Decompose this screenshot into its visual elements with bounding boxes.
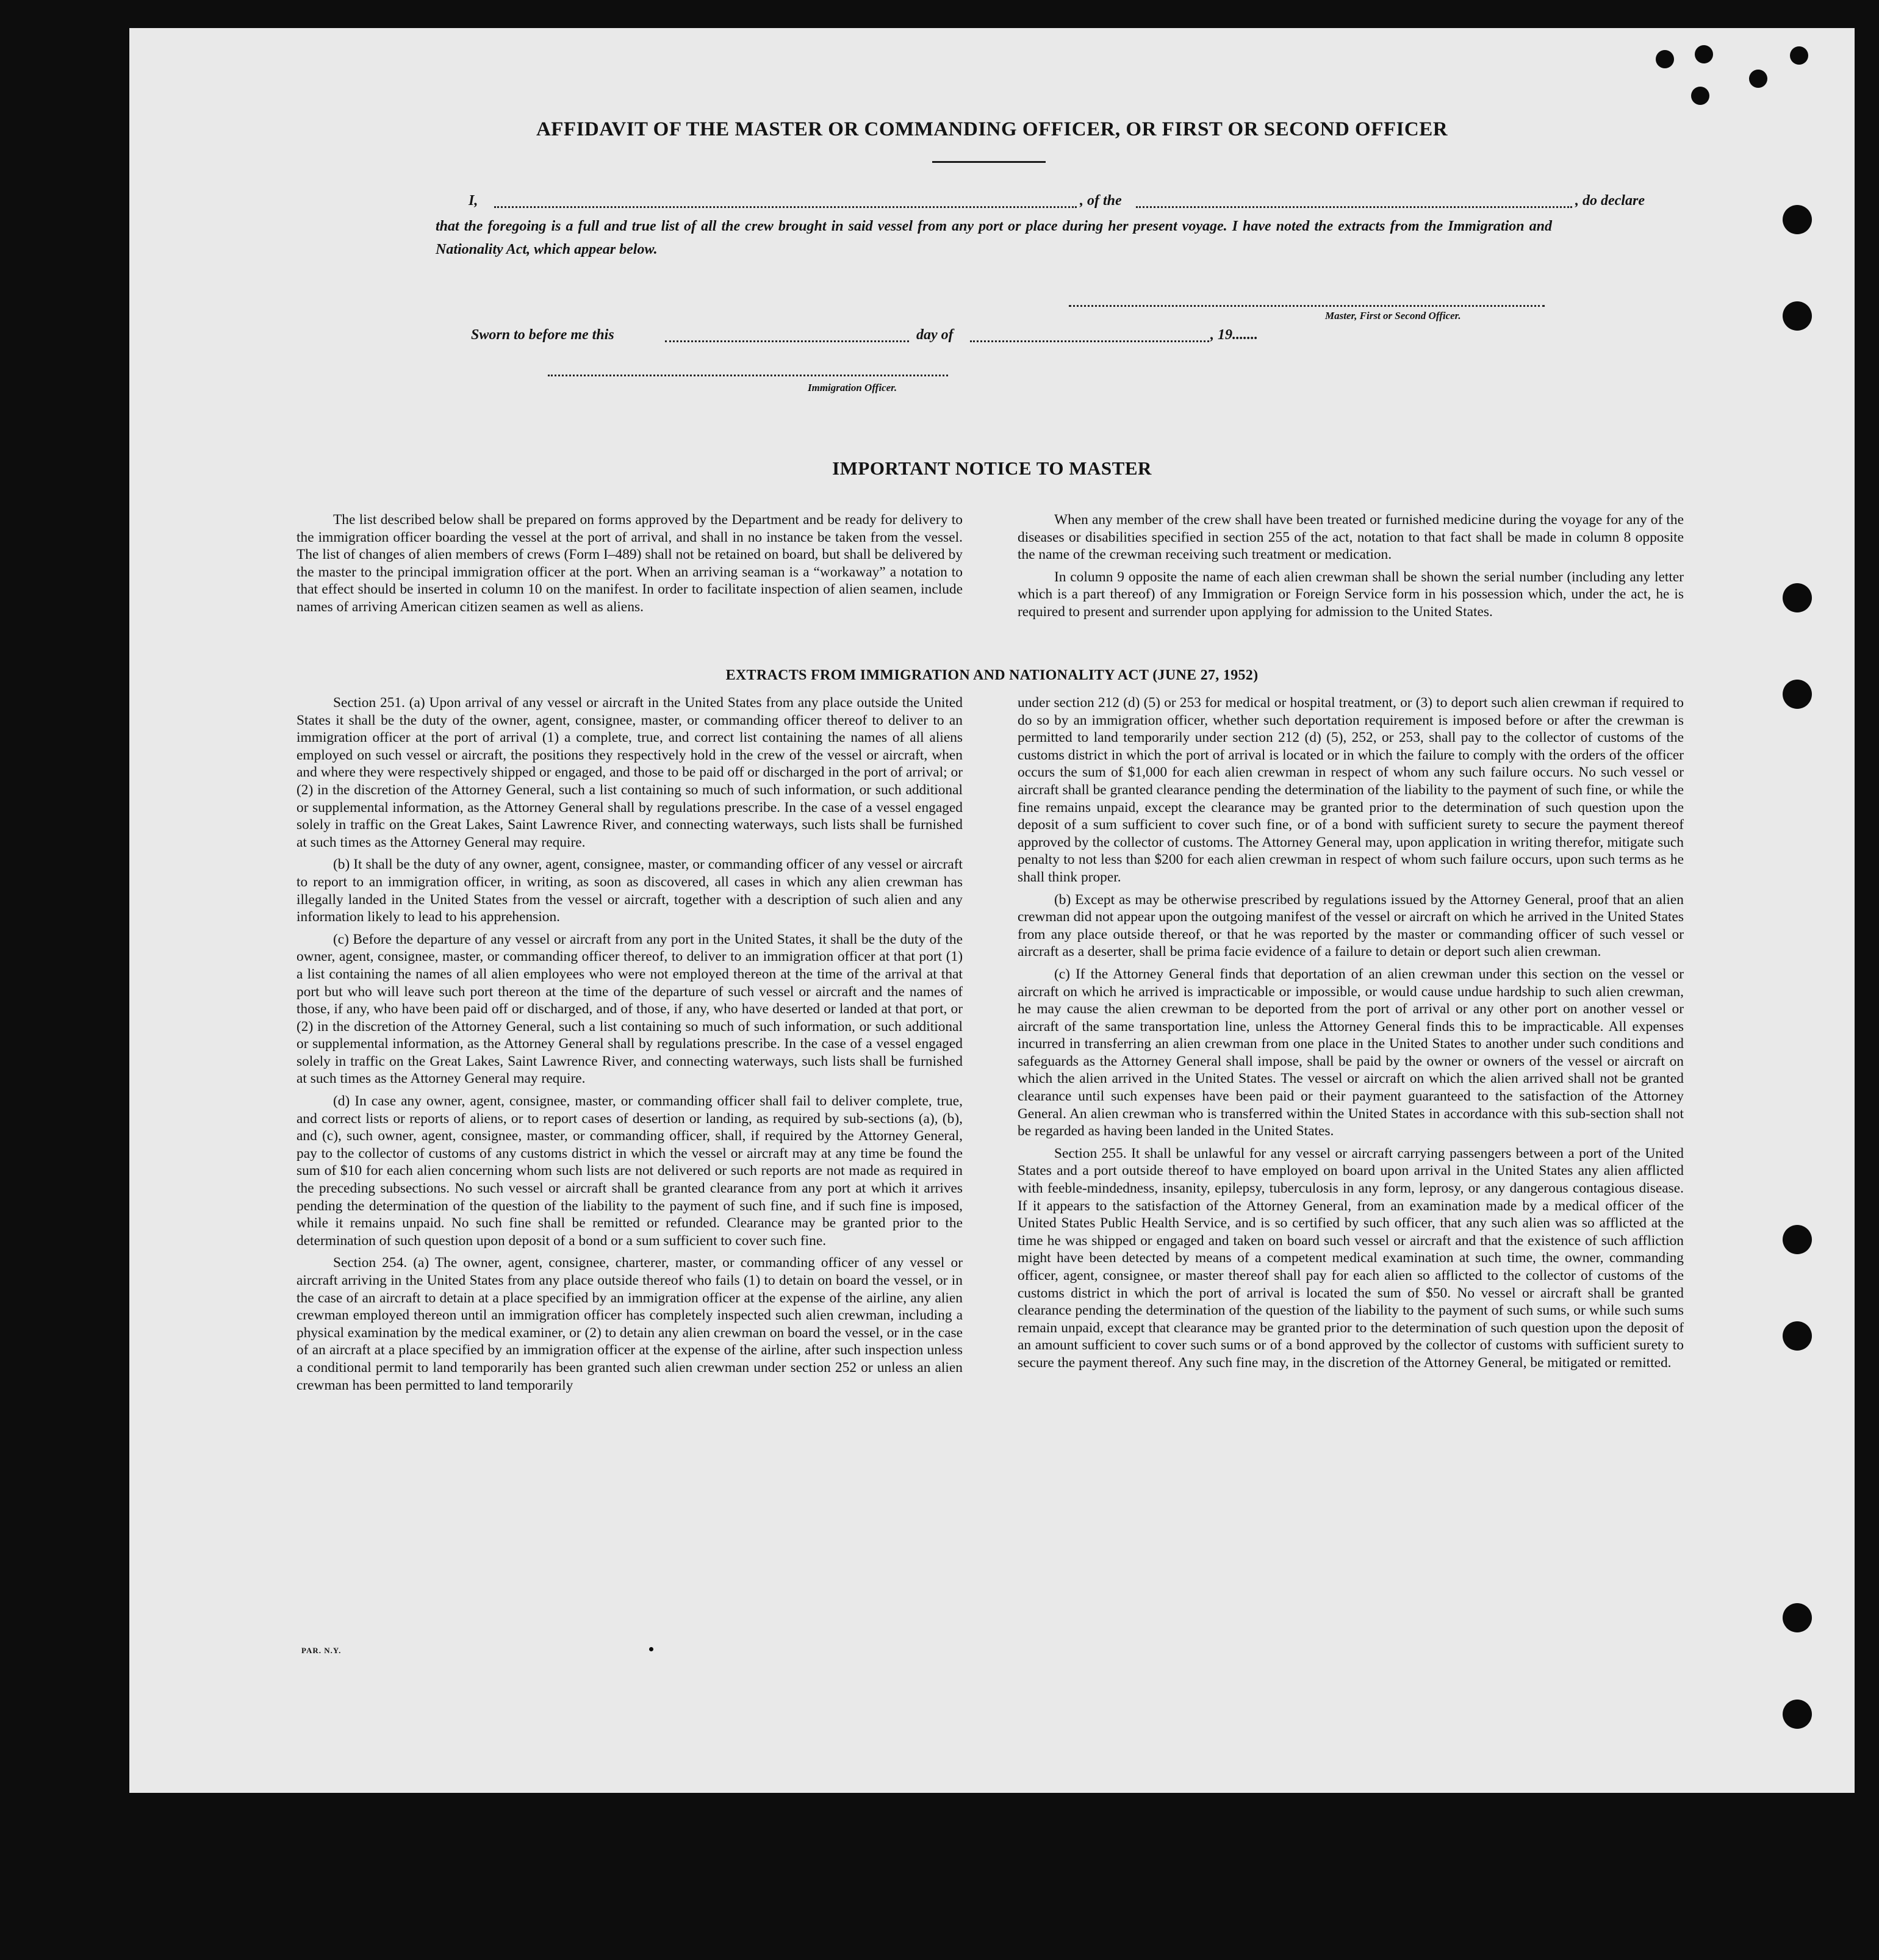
- sworn-day-field[interactable]: [665, 340, 909, 342]
- sworn-day-of-label: day of: [916, 327, 954, 343]
- notice-right-column: [1018, 511, 1684, 626]
- extract-paragraph: Section 254. (a) The owner, agent, consignee, charterer, master, or commanding officer of any vessel or aircraft arriving in the United States from any place outside thereof who fails (1) to detain on board the vessel, or in the case of an aircraft to detain at a place specified by an immigration officer at the expense of the airline, any alien crewman employed thereon until an immigration officer has completely inspected such alien crewman, including a physical examination by the medical examiner, or (2) to detain any alien crewman on board the vessel, or in the case of an aircraft at a place specified by an immigration officer at the expense of the airline, after such inspection unless a conditional permit to land temporarily has been granted such alien crewman under section 252 or unless an alien crewman has been permitted to land temporarily: [296, 1255, 963, 1393]
- binder-hole: [1749, 70, 1767, 88]
- sworn-year-label: , 19.......: [1210, 327, 1258, 343]
- declarant-name-field[interactable]: [494, 206, 1077, 208]
- binder-hole: [1783, 680, 1812, 709]
- declaration-of-the-label: , of the: [1080, 193, 1122, 209]
- extract-paragraph: Section 255. It shall be unlawful for any vessel or aircraft carrying passengers between a port of the United States and a port outside thereof to have employed on board upon arrival in the United States any alien afflicted with feeble-mindedness, insanity, epilepsy, tuberculosis in any form, leprosy, or any dangerous contagious disease. If it appears to the satisfaction of the Attorney General, from an examination made by a medical officer of the United States Public Health Service, and is so certified by such officer, that any such alien was so afflicted at the time he was shipped or engaged and taken on board such vessel or aircraft and that the existence of such affliction might have been detected by means of a competent medical examination at such time, the owner, commanding officer, agent, consignee, or master thereof shall pay for each alien so afflicted to the collector of customs of the customs district in which the port of arrival is located the sum of $50. No vessel or aircraft shall be granted clearance pending the determination of the question of the liability to the payment of such sums, or while such sums remain unpaid, except that clearance may be granted prior to the determination of such question upon the deposit of an amount sufficient to cover such sums or of a bond approved by the collector of customs with sufficient surety to secure the payment thereof. Any such fine may, in the discretion of the Attorney General, be mitigated or remitted.: [1018, 1145, 1684, 1371]
- notice-paragraph: In column 9 opposite the name of each alien crewman shall be shown the serial number (including any letter which is a part thereof) of any Immigration or Foreign Service form in his possession which, under the act, he is required to present and surrender upon applying for admission to the United States.: [1018, 569, 1684, 620]
- master-signature-label: Master, First or Second Officer.: [1325, 310, 1461, 321]
- affidavit-title: AFFIDAVIT OF THE MASTER OR COMMANDING OFFICER, OR FIRST OR SECOND OFFICER: [536, 118, 1448, 140]
- immigration-officer-signature-field[interactable]: [548, 375, 948, 376]
- vessel-name-field[interactable]: [1136, 206, 1572, 208]
- binder-hole: [1783, 583, 1812, 612]
- extract-paragraph: Section 251. (a) Upon arrival of any vessel or aircraft in the United States from any place outside the United States it shall be the duty of the owner, agent, consignee, master, or commanding officer thereof to deliver to an immigration officer at the port of arrival (1) a complete, true, and correct list containing the names of all aliens employed on such vessel or aircraft, the positions they respectively hold in the crew of the vessel or aircraft, when and where they were respectively shipped or engaged, and those to be paid off or discharged in the port of arrival; or (2) in the discretion of the Attorney General, such a list containing so much of such information, or such additional or supplemental information, as the Attorney General shall by regulations prescribe. In the case of a vessel engaged solely in traffic on the Great Lakes, Saint Lawrence River, and connecting waterways, such lists shall be furnished at such times as the Attorney General may require.: [296, 695, 963, 850]
- extracts-right-column: [1018, 694, 1684, 1377]
- extract-paragraph: (d) In case any owner, agent, consignee, master, or commanding officer shall fail to deliver complete, true, and correct lists or reports of aliens, or to report cases of desertion or landing, as required by sub-sections (a), (b), and (c), such owner, agent, consignee, master, or commanding officer, shall, if required by the Attorney General, pay to the collector of customs of any customs district in which the vessel or aircraft may at any time be found the sum of $10 for each alien concerning whom such lists are not delivered or such reports are not made as required in the preceding subsections. No such vessel or aircraft shall be granted clearance from any port at which it arrives pending the determination of the question of the liability to the payment of such fine, and if such fine is imposed, while it remains unpaid. No such fine shall be remitted or refunded. Clearance may be granted prior to the determination of such question upon deposit of a bond or a sum sufficient to cover such fine.: [296, 1093, 963, 1249]
- binder-hole: [1783, 1603, 1812, 1632]
- printer-mark: PAR. N.Y.: [301, 1646, 342, 1655]
- extract-paragraph: (c) Before the departure of any vessel or aircraft from any port in the United States, it shall be the duty of the owner, agent, consignee, master, or commanding officer thereof, to deliver to an immigration officer at that port (1) a list containing the names of all alien employees who were not employed thereon at the time of the arrival at that port but who will leave such port thereon at the time of the departure of such vessel or aircraft and the names of those, if any, who have been paid off or discharged, and of those, if any, who have deserted or landed at that port, or (2) in the discretion of the Attorney General, such a list containing so much of such information, or such additional or supplemental information, as the Attorney General shall by regulations prescribe. In the case of a vessel engaged solely in traffic on the Great Lakes, Saint Lawrence River, and connecting waterways, such lists shall be furnished at such times as the Attorney General may require.: [296, 931, 963, 1087]
- extracts-title: EXTRACTS FROM IMMIGRATION AND NATIONALITY ACT (JUNE 27, 1952): [725, 667, 1259, 683]
- master-signature-field[interactable]: [1069, 305, 1545, 307]
- binder-hole: [1790, 46, 1808, 65]
- notice-title: IMPORTANT NOTICE TO MASTER: [832, 458, 1152, 479]
- extract-paragraph: (b) Except as may be otherwise prescribed by regulations issued by the Attorney General, proof that an alien crewman did not appear upon the outgoing manifest of the vessel or aircraft on which he arrived in the United States from any place outside thereof, or that he was reported by the master or commanding officer of such vessel or aircraft as a deserter, shall be prima facie evidence of a failure to detain or deport such alien crewman.: [1018, 891, 1684, 960]
- sworn-prefix: Sworn to before me this: [471, 327, 614, 343]
- extract-paragraph: under section 212 (d) (5) or 253 for medical or hospital treatment, or (3) to deport such alien crewman if required to do so by an immigration officer, whether such deportation requirement is imposed before or after the crewman is permitted to land temporarily under section 212 (d) (5), 252, or 253, shall pay to the collector of customs of the customs district in which the port of arrival is located or in which the failure to comply with the orders of the officer occurs the sum of $1,000 for each alien crewman in respect of whom any such failure occurs. No such vessel or aircraft shall be granted clearance pending the determination of the liability to the payment of such fine, or while the fine remains unpaid, except the clearance may be granted prior to the determination of such question upon the deposit of a sum sufficient to cover such fine, or of a bond with sufficient surety to secure the payment thereof approved by the collector of customs. The Attorney General may, upon application in writing therefor, mitigate such penalty to not less than $200 for each alien crewman in respect of whom such failure occurs, upon such terms as he shall think proper.: [1018, 695, 1684, 885]
- sworn-month-field[interactable]: [970, 340, 1209, 342]
- binder-hole: [1783, 1700, 1812, 1729]
- binder-hole: [1783, 205, 1812, 234]
- declaration-i-label: I,: [469, 193, 478, 209]
- binder-hole: [1656, 50, 1674, 68]
- binder-hole: [1695, 45, 1713, 63]
- binder-hole: [1783, 301, 1812, 331]
- declaration-do-declare-label: , do declare: [1575, 193, 1645, 209]
- extract-paragraph: (c) If the Attorney General finds that deportation of an alien crewman under this section on the vessel or aircraft on which he arrived is impracticable or impossible, or would cause undue hardship to such alien crewman, he may cause the alien crewman to be deported from the port of arrival or any other port on another vessel or aircraft of the same transportation line, unless the Attorney General finds this to be impracticable. All expenses incurred in transferring an alien crewman from one place in the United States to another under such conditions and safeguards as the Attorney General shall impose, shall be paid by the owner or owners of the vessel or aircraft on which the alien arrived in the United States. The vessel or aircraft on which the alien arrived shall not be granted clearance until such expenses have been paid or their payment guaranteed to the satisfaction of the Attorney General. An alien crewman who is transferred within the United States in accordance with this sub-section shall not be regarded as having been landed in the United States.: [1018, 966, 1684, 1140]
- extracts-left-column: [296, 694, 963, 1399]
- ink-speck: [649, 1647, 653, 1651]
- title-underline: [932, 161, 1046, 163]
- binder-hole: [1783, 1225, 1812, 1254]
- declaration-text: that the foregoing is a full and true list of all the crew brought in said vessel from any port or place during her present voyage. I have noted the extracts from the Immigration and Nationality Act, which appear below.: [436, 218, 1552, 257]
- binder-hole: [1691, 87, 1709, 105]
- notice-paragraph: When any member of the crew shall have been treated or furnished medicine during the voyage for any of the diseases or disabilities specified in section 255 of the act, notation to that fact shall be made in column 8 opposite the name of the crewman receiving such treatment or medication.: [1018, 512, 1684, 563]
- binder-hole: [1783, 1321, 1812, 1351]
- immigration-officer-label: Immigration Officer.: [808, 382, 897, 393]
- notice-paragraph: The list described below shall be prepared on forms approved by the Department and be ready for delivery to the immigration officer boarding the vessel at the port of arrival, and shall in no instance be taken from the vessel. The list of changes of alien members of crews (Form I–489) shall not be retained on board, but shall be delivered by the master to the principal immigration officer at the port. When an arriving seaman is a “workaway” a notation to that effect should be inserted in column 10 on the manifest. In order to facilitate inspection of alien seamen, include names of arriving American citizen seamen as well as aliens.: [296, 512, 963, 615]
- document-sheet: [129, 28, 1855, 1793]
- extract-paragraph: (b) It shall be the duty of any owner, agent, consignee, master, or commanding officer of any vessel or aircraft to report to an immigration officer, in writing, as soon as discovered, all cases in which any alien crewman has illegally landed in the United States from the vessel or aircraft, together with a description of such alien and any information likely to lead to his apprehension.: [296, 856, 963, 925]
- notice-left-column: [296, 511, 963, 621]
